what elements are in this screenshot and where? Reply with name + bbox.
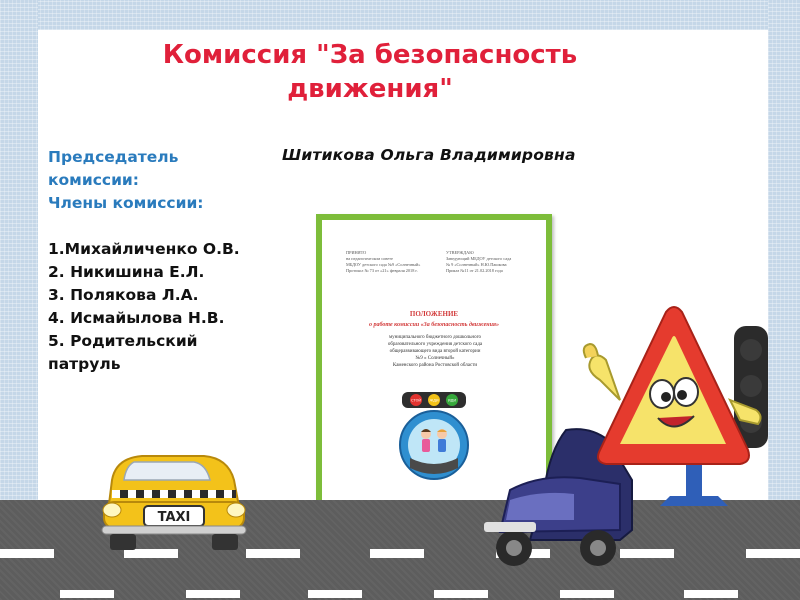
doc-text: Заведующий МБДОУ детского сада	[446, 256, 512, 261]
member-item: 1.Михайличенко О.В.	[48, 240, 240, 258]
top-border	[0, 0, 800, 30]
road-marking	[560, 590, 614, 598]
doc-text: № 9 «Солнечный» Н.Ю.Пашкова	[446, 262, 507, 267]
document-left-header	[346, 250, 426, 274]
doc-text: Протокол № 73 от «21» февраля 2018 г.	[346, 268, 418, 273]
doc-text: УТВЕРЖДАЮ	[446, 250, 474, 255]
document-subheading: о работе комиссии «За безопасность движения»	[368, 322, 500, 328]
member-item: 5. Родительский патруль	[48, 332, 198, 373]
warning-sign-character-icon	[580, 300, 780, 510]
road-marking	[308, 590, 362, 598]
document-heading: ПОЛОЖЕНИЕ	[409, 310, 459, 318]
road-marking	[370, 549, 424, 558]
chairman-name: Шитикова Ольга Владимировна	[282, 146, 576, 164]
member-item: 3. Полякова Л.А.	[48, 286, 199, 304]
doc-text: общеразвивающего вида второй категории	[389, 349, 481, 354]
document-right-header	[446, 250, 536, 274]
light-red-label: СТОЙ	[411, 398, 421, 403]
light-yellow-label: ЖДИ	[429, 398, 439, 403]
taxi-car-icon	[94, 440, 254, 555]
slide-title	[80, 38, 660, 106]
road-marking	[434, 590, 488, 598]
title-line-2: движения"	[287, 74, 453, 104]
road-marking	[0, 549, 54, 558]
document-body	[340, 334, 530, 369]
member-item: 2. Никишина Е.Л.	[48, 263, 205, 281]
road-marking	[246, 549, 300, 558]
doc-text: Каменского района Ростовской области	[392, 363, 478, 368]
light-green-label: ИДИ	[448, 398, 456, 403]
chairman-label: Председатель комиссии:	[48, 148, 179, 189]
commission-list	[48, 146, 288, 376]
traffic-emblem-icon	[394, 390, 474, 490]
road-marking	[60, 590, 114, 598]
doc-text: муниципального бюджетного дошкольного	[388, 335, 482, 340]
doc-text: МБДОУ детского сада №9 «Солнечный»	[346, 262, 421, 267]
doc-text: №9 « Солнечный»	[415, 356, 455, 361]
road-marking	[746, 549, 800, 558]
title-line-1: Комиссия "За безопасность	[162, 40, 578, 70]
doc-text: на педагогическом совете	[346, 256, 393, 261]
member-item: 4. Исмайылова Н.В.	[48, 309, 225, 327]
taxi-plate-label: TAXI	[157, 510, 191, 525]
members-label: Члены комиссии:	[48, 194, 204, 212]
road-marking	[186, 590, 240, 598]
doc-text: Приказ №11 от 21.02.2018 года	[446, 268, 503, 273]
road-marking	[684, 590, 738, 598]
doc-text: ПРИНЯТО	[346, 250, 367, 255]
doc-text: образовательного учреждения детского сада	[387, 342, 483, 347]
